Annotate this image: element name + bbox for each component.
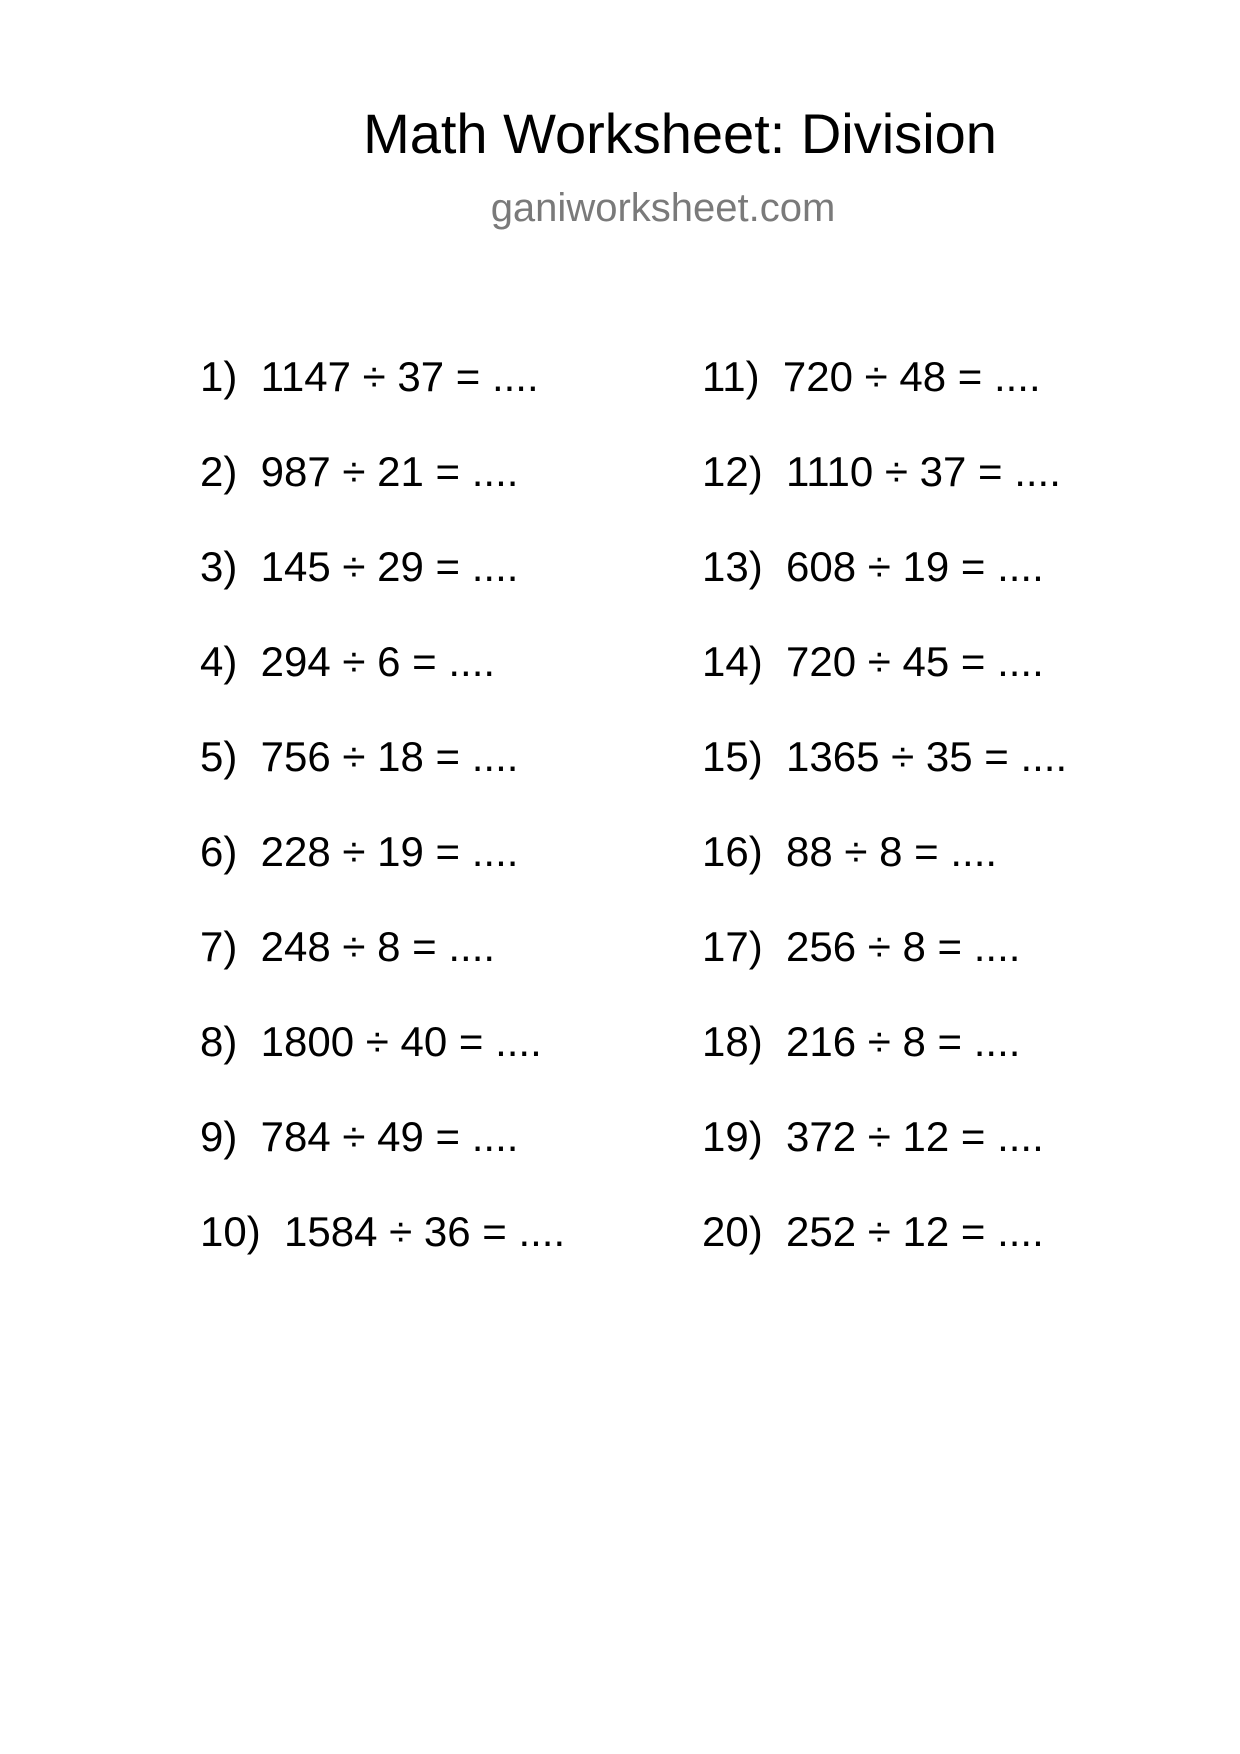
problem-8: 8) 1800 ÷ 40 = ....	[200, 1018, 542, 1065]
problem-19: 19) 372 ÷ 12 = ....	[702, 1113, 1044, 1160]
problem-20: 20) 252 ÷ 12 = ....	[702, 1208, 1044, 1255]
problem-12: 12) 1110 ÷ 37 = ....	[702, 448, 1061, 495]
problem-11: 11) 720 ÷ 48 = ....	[702, 353, 1041, 400]
page-title: Math Worksheet: Division	[363, 102, 997, 165]
problem-14: 14) 720 ÷ 45 = ....	[702, 638, 1044, 685]
problem-1: 1) 1147 ÷ 37 = ....	[200, 353, 539, 400]
site-url: ganiworksheet.com	[490, 186, 836, 230]
problem-16: 16) 88 ÷ 8 = ....	[702, 828, 998, 875]
problem-13: 13) 608 ÷ 19 = ....	[702, 543, 1044, 590]
problem-10: 10) 1584 ÷ 36 = ....	[200, 1208, 566, 1255]
problem-6: 6) 228 ÷ 19 = ....	[200, 828, 519, 875]
problem-5: 5) 756 ÷ 18 = ....	[200, 733, 519, 780]
problem-18: 18) 216 ÷ 8 = ....	[702, 1018, 1021, 1065]
problem-3: 3) 145 ÷ 29 = ....	[200, 543, 519, 590]
problem-4: 4) 294 ÷ 6 = ....	[200, 638, 496, 685]
problem-17: 17) 256 ÷ 8 = ....	[702, 923, 1021, 970]
problem-2: 2) 987 ÷ 21 = ....	[200, 448, 519, 495]
problem-column-right	[702, 352, 1067, 1302]
problem-7: 7) 248 ÷ 8 = ....	[200, 923, 496, 970]
problem-15: 15) 1365 ÷ 35 = ....	[702, 733, 1068, 780]
problem-9: 9) 784 ÷ 49 = ....	[200, 1113, 519, 1160]
problem-column-left	[200, 352, 565, 1302]
